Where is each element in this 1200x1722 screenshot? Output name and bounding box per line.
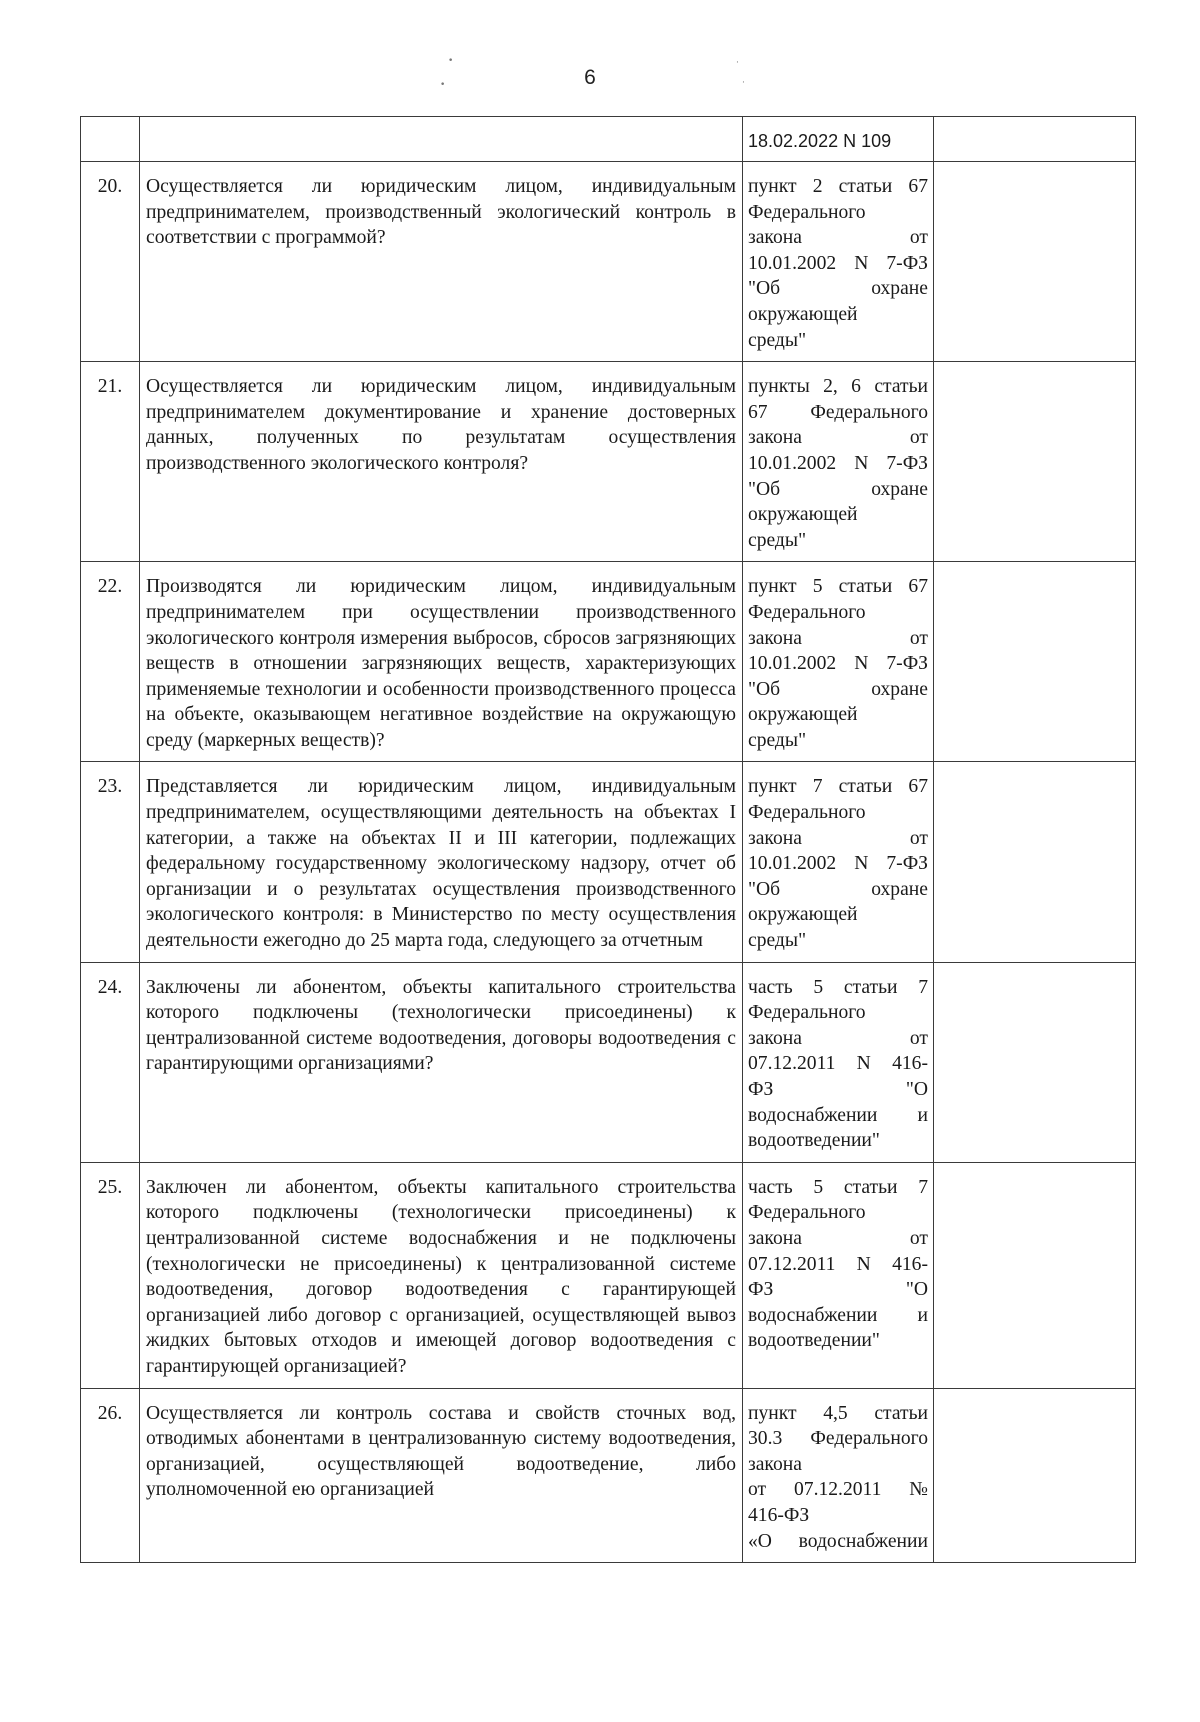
table-row	[81, 1388, 1136, 1563]
legal-reference-line: "Об охране	[748, 478, 928, 500]
legal-reference-line: окружающей	[748, 504, 858, 526]
legal-reference-line: водоснабжении и	[748, 1304, 928, 1326]
table-row	[81, 562, 1136, 762]
legal-reference-line: закона от	[748, 427, 928, 449]
legal-reference-line: часть 5 статьи 7	[748, 1176, 928, 1198]
answer-cell	[934, 1162, 1136, 1388]
legal-reference-cell	[743, 762, 934, 962]
legal-reference-line: закона от	[748, 1227, 928, 1249]
table-row	[81, 1162, 1136, 1388]
legal-reference-cell: 18.02.2022 N 109	[743, 117, 934, 162]
legal-reference-line: Федерального	[748, 601, 866, 623]
legal-reference-line: 10.01.2002 N 7-ФЗ	[748, 653, 928, 675]
legal-reference-cell	[743, 362, 934, 562]
legal-reference-line: водоотведении"	[748, 1330, 880, 1352]
legal-reference-line: закона от	[748, 827, 928, 849]
question-cell: Осуществляется ли юридическим лицом, индивидуальным предпринимателем, производственный экологический контроль в соответствии с программой?	[140, 162, 743, 362]
legal-reference-cell	[743, 1162, 934, 1388]
table-row	[81, 362, 1136, 562]
row-number-cell: 21.	[81, 362, 140, 562]
answer-cell	[934, 1388, 1136, 1563]
legal-reference-line: окружающей	[748, 704, 858, 726]
legal-reference-line: Федерального	[748, 1002, 866, 1024]
row-number-cell: 24.	[81, 962, 140, 1162]
continued-header-row	[81, 117, 1136, 162]
answer-cell	[934, 962, 1136, 1162]
scan-speck: •	[448, 56, 454, 66]
answer-cell	[934, 362, 1136, 562]
legal-reference-line: 416-ФЗ	[748, 1504, 810, 1526]
table-row	[81, 962, 1136, 1162]
legal-reference-line: 30.3 Федерального	[748, 1428, 928, 1450]
question-cell: Заключен ли абонентом, объекты капитального строительства которого подключены (технологически присоединены) к централизованной системе водоснабжения и не подключены (технологически не присоединены) к централизованной системе водоотведения, договор водоотведения с гарантирующей организацией либо договор с организацией, осуществляющей вывоз жидких бытовых отходов и имеющей договор водоотведения с гарантирующей организацией?	[140, 1162, 743, 1388]
legal-reference-line: пункт 2 статьи 67	[748, 176, 928, 197]
legal-reference-line: пункт 5 статьи 67	[748, 576, 928, 598]
page-number: 6	[584, 66, 596, 89]
answer-cell	[934, 562, 1136, 762]
legal-reference-line: ФЗ "О	[748, 1079, 928, 1100]
answer-cell	[934, 117, 1136, 162]
row-number-cell: 23.	[81, 762, 140, 962]
legal-reference-line: закона от	[748, 227, 928, 249]
legal-reference-line: Федерального	[748, 802, 866, 824]
legal-reference-line: ФЗ "О	[748, 1279, 928, 1301]
question-cell: Представляется ли юридическим лицом, индивидуальным предпринимателем, осуществляющими деятельность на объектах I категории, а также на объектах II и III категории, подлежащих федеральному государственному экологическому надзору, отчет об организации и о результатах осуществления производственного экологического контроля: в Министерство по месту осуществления деятельности ежегодно до 25 марта года, следующего за отчетным	[140, 762, 743, 962]
legal-reference-line: «О водоснабжении	[748, 1530, 928, 1552]
legal-reference-cell	[743, 1388, 934, 1563]
legal-reference-line: водоснабжении и	[748, 1104, 928, 1126]
legal-reference-line: пункт 7 статьи 67	[748, 776, 928, 798]
legal-reference-line: 07.12.2011 N 416-	[748, 1053, 928, 1075]
legal-reference-line: закона	[748, 1453, 802, 1475]
legal-reference-line: среды"	[748, 329, 807, 351]
table-row	[81, 162, 1136, 362]
legal-reference-line: "Об охране	[748, 278, 928, 300]
legal-reference-line: "Об охране	[748, 678, 928, 700]
legal-reference-line: окружающей	[748, 904, 858, 926]
legal-reference-line: "Об охране	[748, 878, 928, 900]
legal-reference-line: часть 5 статьи 7	[748, 976, 928, 998]
legal-reference-line: пункт 4,5 статьи	[748, 1402, 928, 1424]
scan-speck: ·	[742, 78, 745, 88]
row-number-cell: 22.	[81, 562, 140, 762]
row-number-cell: 20.	[81, 162, 140, 362]
answer-cell	[934, 762, 1136, 962]
legal-reference-line: среды"	[748, 930, 807, 952]
question-cell	[140, 117, 743, 162]
row-number-cell: 26.	[81, 1388, 140, 1563]
legal-reference-line: пункты 2, 6 статьи	[748, 376, 928, 398]
legal-reference-line: закона от	[748, 627, 928, 649]
legal-reference-cell	[743, 162, 934, 362]
legal-reference-line: 07.12.2011 N 416-	[748, 1253, 928, 1275]
legal-reference-line: среды"	[748, 729, 807, 751]
answer-cell	[934, 162, 1136, 362]
legal-reference-line: 10.01.2002 N 7-ФЗ	[748, 452, 928, 474]
legal-reference-cell	[743, 562, 934, 762]
legal-reference-line: водоотведении"	[748, 1130, 880, 1152]
legal-reference-line: 10.01.2002 N 7-ФЗ	[748, 252, 928, 274]
table-row	[81, 762, 1136, 962]
question-cell: Заключены ли абонентом, объекты капитального строительства которого подключены (технологически присоединены) к централизованной системе водоотведения, договоры водоотведения с гарантирующими организациями?	[140, 962, 743, 1162]
legal-reference-cell	[743, 962, 934, 1162]
question-cell: Осуществляется ли юридическим лицом, индивидуальным предпринимателем документирование и хранение достоверных данных, полученных по результатам осуществления производственного экологического контроля?	[140, 362, 743, 562]
row-number-cell: 25.	[81, 1162, 140, 1388]
legal-reference-line: 10.01.2002 N 7-ФЗ	[748, 853, 928, 875]
scan-speck: •	[440, 80, 446, 90]
legal-reference-line: среды"	[748, 529, 807, 551]
checklist-table	[80, 116, 1136, 1563]
legal-reference-line: Федерального	[748, 1202, 866, 1224]
legal-reference-line: от 07.12.2011 №	[748, 1479, 928, 1501]
legal-reference-line: окружающей	[748, 303, 858, 325]
legal-reference-line: Федерального	[748, 201, 866, 223]
question-cell: Производятся ли юридическим лицом, индивидуальным предпринимателем при осуществлении производственного экологического контроля измерения выбросов, сбросов загрязняющих веществ в отношении загрязняющих веществ, характеризующих применяемые технологии и особенности производственного процесса на объекте, оказывающем негативное воздействие на окружающую среду (маркерных веществ)?	[140, 562, 743, 762]
scan-speck: ·	[736, 58, 739, 68]
row-number-cell	[81, 117, 140, 162]
question-cell: Осуществляется ли контроль состава и свойств сточных вод, отводимых абонентами в централизованную систему водоотведения, организацией, осуществляющей водоотведение, либо уполномоченной ею организацией	[140, 1388, 743, 1563]
legal-reference-line: 67 Федерального	[748, 401, 928, 423]
legal-reference-line: закона от	[748, 1027, 928, 1049]
